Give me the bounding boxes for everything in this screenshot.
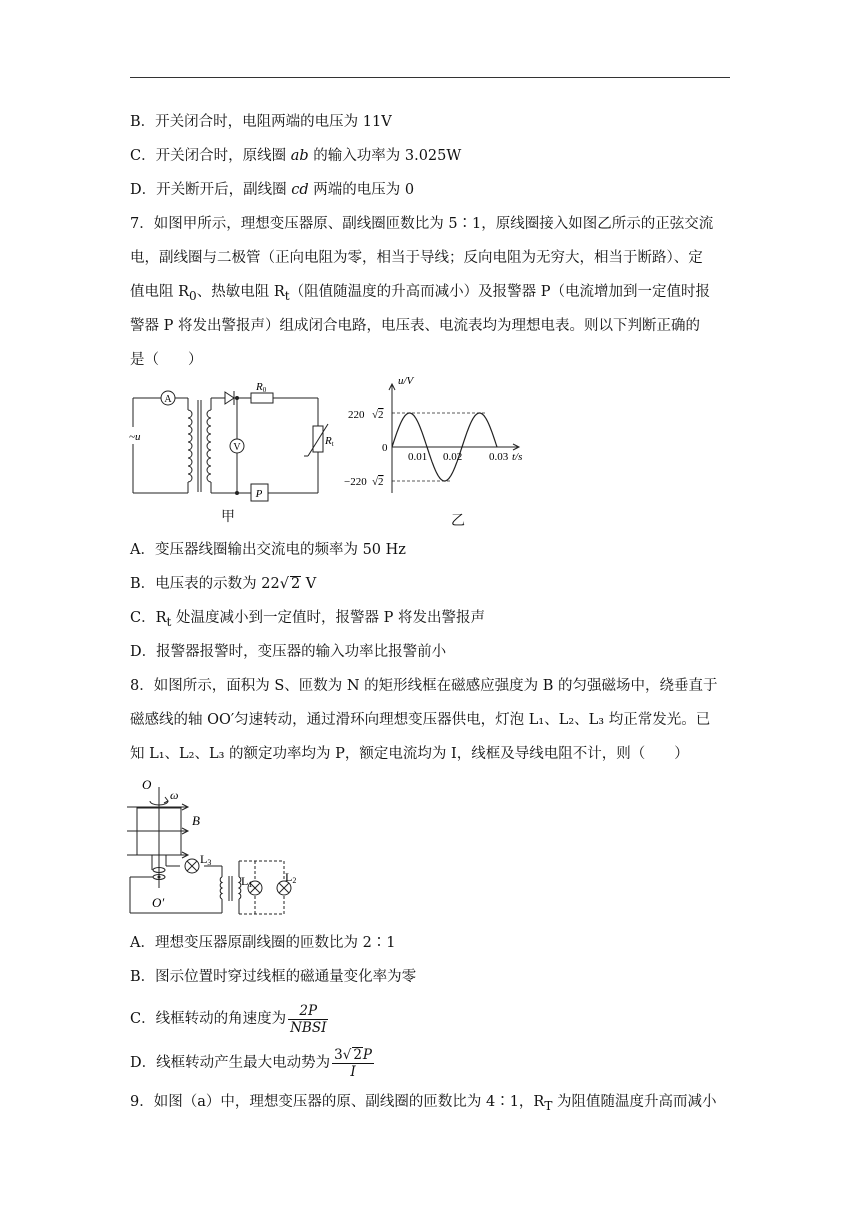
y-tick-bottom-rad: √2 [372,476,384,488]
q8-stem-line2: 磁感线的轴 OO′匀速转动，通过滑环向理想变压器供电，灯泡 L₁、L₂、L₃ 均正常发光。已 [130,712,711,728]
x-tick-003: 0.03 [489,451,509,463]
source-label: ~u [129,431,141,443]
q7-option-b: B．电压表的示数为 22√ 2 V [130,576,317,592]
r0-label: R0 [256,381,267,394]
y-tick-top: 220 [348,409,365,421]
x-tick-001: 0.01 [408,451,428,463]
q7-circuit-figure [128,380,334,500]
q9-stem-line1: 9．如图（a）中，理想变压器的原、副线圈的匝数比为 4∶1，$R_T$ 为阻值随温度升高而减小 [130,1094,717,1113]
lamp-l1-label: L1 [241,874,253,889]
voltmeter-label: V [233,442,241,453]
header-rule [130,77,730,78]
q8-stem-line3: 知 L₁、L₂、L₃ 的额定功率均为 P，额定电流均为 I，线框及导线电阻不计，则（ ） [130,746,689,762]
lamp-l3-label: L3 [200,852,212,867]
alarm-label: P [255,488,263,500]
origin-label: 0 [382,442,388,454]
q7-stem-line3: 值电阻 $R_0$、热敏电阻 $R_t$（阻值随温度的升高而减小）及报警器 P（电流增加到一定值时报 [130,284,710,303]
q7-stem-line4: 警器 P 将发出警报声）组成闭合电路，电压表、电流表均为理想电表。则以下判断正确的 [130,318,700,334]
axis-o-bottom: O′ [152,895,165,910]
q6-option-d: D．开关断开后，副线圈 cd 两端的电压为 0 [130,182,415,198]
q7-stem-line2: 电，副线圈与二极管（正向电阻为零，相当于导线；反向电阻为无穷大，相当于断路）、定 [130,250,703,266]
x-tick-002: 0.02 [443,451,463,463]
axis-o-top: O [142,777,152,792]
q8-option-c: C．线框转动的角速度为 $\frac{2P}{\text{NBSI}}$ [130,1002,327,1036]
y-tick-bottom: −220 [344,476,367,488]
rt-label: Rt [325,435,334,448]
q8-stem-line1: 8．如图所示，面积为 S、匝数为 N 的矩形线框在磁感应强度为 B 的匀强磁场中，绕垂直于 [130,678,718,694]
figure-caption-jia: 甲 [221,509,235,525]
lamp-l2-label: L2 [285,870,297,885]
y-tick-top-rad: √2 [372,409,384,421]
field-b-label: B [192,813,200,828]
q7-waveform-graph [342,375,532,500]
omega-label: ω [170,788,179,802]
x-axis-label: t/s [512,451,523,463]
q7-option-d: D．报警器报警时，变压器的输入功率比报警前小 [130,644,447,660]
q7-option-c: C．$R_t$ 处温度减小到一定值时，报警器 P 将发出警报声 [130,610,485,629]
q7-stem-line5: 是（ ） [130,352,203,368]
q7-option-a: A．变压器线圈输出交流电的频率为 50 Hz [130,542,406,558]
emf-fraction: $\frac{3√ 2P}{I}$ [334,1046,373,1080]
q8-generator-figure [122,773,302,923]
q6-option-b: B．开关闭合时，电阻两端的电压为 11V [130,114,392,130]
q6-option-c: C．开关闭合时，原线圈 ab 的输入功率为 3.025W [130,148,462,164]
omega-fraction: $\frac{2P}{\text{NBSI}}$ [290,1002,327,1036]
y-axis-label: u/V [398,375,414,387]
ammeter-label: A [164,394,172,405]
figure-caption-yi: 乙 [451,513,465,529]
q8-option-a: A．理想变压器原副线圈的匝数比为 2∶1 [130,935,396,951]
q7-stem-line1: 7．如图甲所示，理想变压器原、副线圈匝数比为 5∶1，原线圈接入如图乙所示的正弦交流 [130,216,714,232]
q8-option-b: B．图示位置时穿过线框的磁通量变化率为零 [130,969,417,985]
q8-option-d: D．线框转动产生最大电动势为 $\frac{3√ 2P}{I}$ [130,1046,373,1080]
